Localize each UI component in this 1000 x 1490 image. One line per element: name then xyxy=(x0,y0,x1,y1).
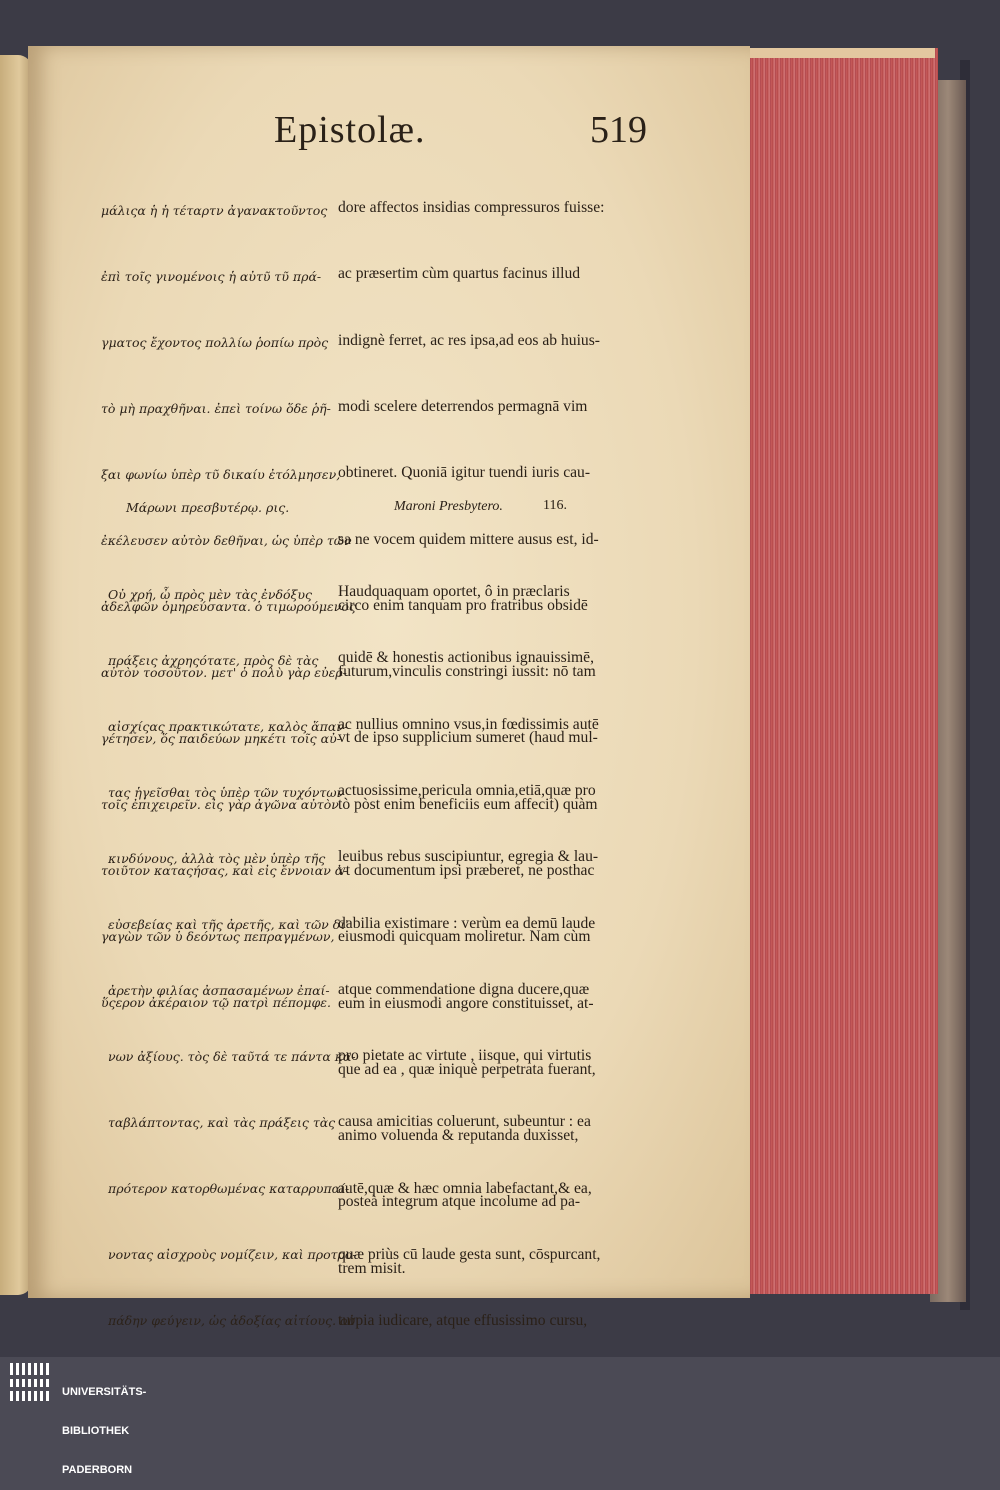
text-line: γματος ἔχοντος πολλίω ῥοπίω πρὸς xyxy=(101,335,329,350)
letter-number: 116. xyxy=(543,498,567,513)
letter-heading-greek: Μάρωνι πρεσβυτέρῳ. ρις. xyxy=(126,500,290,515)
text-line: ἀδελφῶν ὁμηρεύσαντα. ὁ τιμωρούμενος xyxy=(101,599,356,614)
text-line: νων ἀξίους. τὸς δὲ ταῦτά τε πάντα κα- xyxy=(108,1049,356,1064)
text-line: νοντας αἰσχροὺς νομίζειν, καὶ προτρο- xyxy=(108,1247,357,1262)
text-line: γαγὼν τῶν ὑ δεόντως πεπραγμένων, xyxy=(101,929,335,944)
text-line: quæ priùs cū laude gesta sunt, cōspurcant, xyxy=(338,1246,601,1263)
text-line: ξαι φωνίω ὑπὲρ τῦ δικαίυ ἐτόλμησεν, xyxy=(101,467,341,482)
latin-column-letter xyxy=(338,537,604,1357)
text-line: eiusmodi quicquam moliretur. Nam cùm xyxy=(338,928,591,946)
text-line: πρότερον κατορθωμένας καταρρυπαί- xyxy=(108,1181,350,1196)
text-line: autē,quæ & hæc omnia labefactant,& ea, xyxy=(338,1179,592,1197)
text-line: πράξεις ἀχρηςότατε, πρὸς δὲ τὰς xyxy=(108,653,319,668)
text-line: dabilia existimare : verùm ea demū laude xyxy=(338,914,596,932)
text-line: vt de ipso supplicium sumeret (haud mul- xyxy=(338,729,598,747)
text-line: τοῖς ἐπιχειρεῖν. εἰς γὰρ ἀγῶνα αὐτὸν xyxy=(101,797,339,812)
page-edges-top xyxy=(740,48,935,58)
text-line: leuibus rebus suscipiuntur, egregia & lau- xyxy=(338,848,599,866)
text-line: obtineret. Quoniā igitur tuendi iuris cau- xyxy=(338,464,591,482)
text-line: τας ἡγεῖσθαι τὸς ὑπὲρ τῶν τυχόντων xyxy=(108,785,345,800)
text-line: αὐτὸν τοσοῦτον. μετ' ὁ πολὺ γὰρ εὐερ- xyxy=(101,665,347,680)
text-line: turpia iudicare, atque effusissimo cursu, xyxy=(338,1312,588,1330)
text-line: animo voluenda & reputanda duxisset, xyxy=(338,1127,579,1145)
text-line: trem misit. xyxy=(338,1259,406,1277)
text-line: pro pietate ac virtute , iisque, qui virtutis xyxy=(338,1047,592,1065)
text-line: Haudquaquam oportet, ô in præclaris xyxy=(338,583,570,601)
text-line: ac nullius omnino vsus,in fœdissimis autē xyxy=(338,715,599,733)
letter-heading-latin: Maroni Presbytero. xyxy=(394,499,503,514)
logo-line: BIBLIOTHEK xyxy=(62,1425,130,1437)
running-head-title: Epistolæ. xyxy=(274,109,426,151)
library-logo-icon xyxy=(8,1361,52,1403)
text-line: modi scelere deterrendos permagnā vim xyxy=(338,398,588,416)
text-line: ὕςερον ἀκέραιον τῷ πατρὶ πέπομφε. xyxy=(101,995,331,1010)
text-line: πάδην φεύγειν, ὡς ἀδοξίας αἰτίους. οὐ xyxy=(108,1313,356,1328)
text-line: ἀρετὴν φιλίας ἀσπασαμένων ἐπαί- xyxy=(108,983,330,998)
logo-line: PADERBORN xyxy=(62,1464,133,1476)
text-line: indignè ferret, ac res ipsa,ad eos ab huius- xyxy=(338,331,600,349)
text-line: ac præsertim cùm quartus facinus illud xyxy=(338,265,581,283)
text-line: εὐσεβείας καὶ τῆς ἀρετῆς, καὶ τῶν δι' xyxy=(108,917,349,932)
text-line: Οὐ χρή, ὦ πρὸς μὲν τὰς ἐνδόξυς xyxy=(108,587,312,602)
footer-bar xyxy=(0,1357,1000,1407)
text-line: γέτησεν, ὅς παιδεύων μηκέτι τοῖς αὐ- xyxy=(101,731,341,746)
text-line: κινδύνους, ἀλλὰ τὸς μὲν ὑπὲρ τῆς xyxy=(108,851,326,866)
text-line: tò pòst enim beneficiis eum affecit) quàm xyxy=(338,795,598,813)
page-number: 519 xyxy=(590,109,647,151)
text-line: τοιῦτον καταςήσας, καὶ εἰς ἔννοιαν ἀ- xyxy=(101,863,348,878)
text-line: causa amicitias coluerunt, subeuntur : ea xyxy=(338,1113,591,1131)
text-line: quidē & honestis actionibus ignauissimē, xyxy=(338,649,594,667)
text-line: posteà integrum atque incolume ad pa- xyxy=(338,1193,581,1211)
text-line: circo enim tanquam pro fratribus obsidē xyxy=(338,596,588,614)
text-line: vt documentum ipsi præberet, ne posthac xyxy=(338,862,595,879)
text-line: ἐκέλευσεν αὐτὸν δεθῆναι, ὡς ὑπὲρ τῶν xyxy=(101,533,352,548)
text-line: μάλιςα ἡ ἡ τέταρτν ἀγανακτοῦντος xyxy=(101,203,328,218)
page-edges-red xyxy=(740,48,938,1294)
library-logo-text xyxy=(62,1360,146,1490)
text-line: sa ne vocem quidem mittere ausus est, id- xyxy=(338,530,599,548)
text-line: dore affectos insidias compressuros fuisse: xyxy=(338,199,605,217)
text-line: futurum,vinculis constringi iussit: nō tam xyxy=(338,663,596,681)
text-line: atque commendatione digna ducere,quæ xyxy=(338,980,590,998)
text-line: αἰσχίςας πρακτικώτατε, καλὸς ἅπαν- xyxy=(108,719,349,734)
logo-line: UNIVERSITÄTS- xyxy=(62,1386,147,1398)
text-line: eum in eiusmodi angore constituisset, at- xyxy=(338,994,594,1012)
text-line: ταβλάπτοντας, καὶ τὰς πράξεις τὰς xyxy=(108,1115,336,1130)
text-line: que ad ea , quæ iniquè perpetrata fuerant, xyxy=(338,1060,596,1078)
text-line: τὸ μὴ πραχθῆναι. ἐπεὶ τοίνω ὅδε ῥῆ- xyxy=(101,401,331,416)
text-line: ἐπὶ τοῖς γινομένοις ἡ αὐτῦ τῦ πρά- xyxy=(101,269,322,284)
text-line: actuosissime,pericula omnia,etiā,quæ pro xyxy=(338,782,596,800)
